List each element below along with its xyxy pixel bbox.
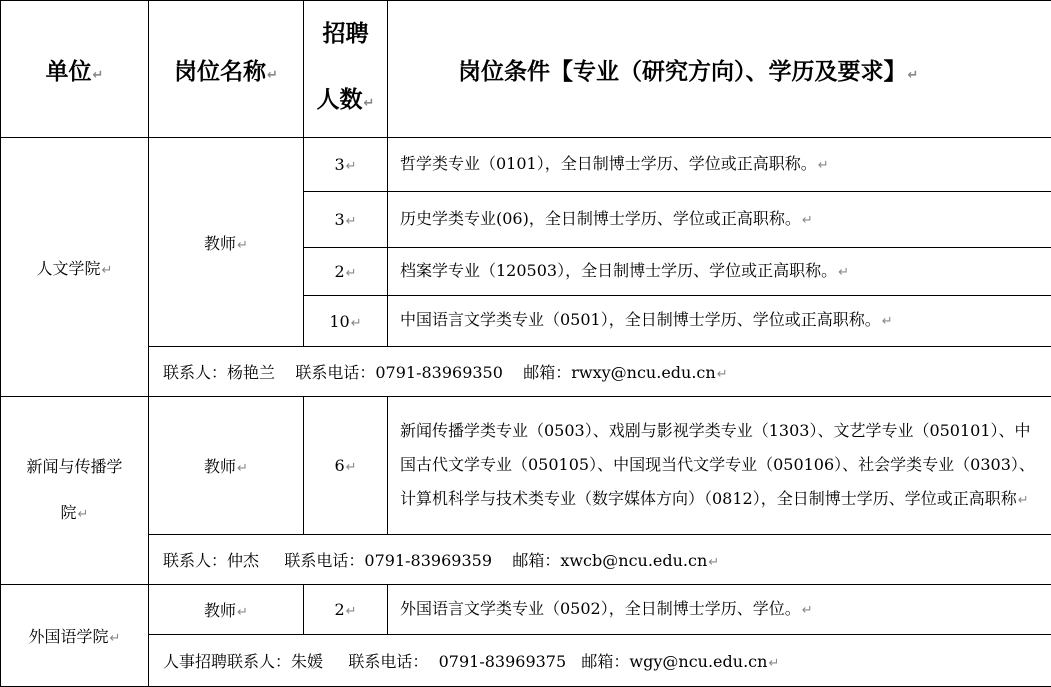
header-count <box>304 1 388 138</box>
paragraph-mark-icon: ↵ <box>838 264 849 280</box>
count-value: 3 <box>334 155 345 174</box>
contact-cell <box>149 535 1051 585</box>
header-position-label: 岗位名称 <box>174 58 267 85</box>
count-value: 6 <box>334 456 345 475</box>
paragraph-mark-icon: ↵ <box>801 602 813 618</box>
count-cell <box>304 138 388 192</box>
paragraph-mark-icon: ↵ <box>109 631 121 646</box>
paragraph-mark-icon: ↵ <box>716 367 728 382</box>
paragraph-mark-icon: ↵ <box>881 314 893 329</box>
paragraph-mark-icon: ↵ <box>237 237 248 253</box>
header-row <box>1 1 1051 138</box>
header-position <box>149 1 304 138</box>
condition-cell <box>388 248 1051 296</box>
unit-name: 外国语学院 <box>28 627 109 646</box>
contact-text: 联系人：杨艳兰 联系电话：0791-83969350 邮箱：rwxy@ncu.edu.cn <box>163 363 716 382</box>
contact-row <box>1 635 1051 687</box>
count-cell <box>304 397 388 535</box>
unit-cell <box>1 397 149 585</box>
header-unit-label: 单位 <box>45 58 92 85</box>
contact-row <box>1 347 1051 397</box>
count-value: 3 <box>334 210 345 229</box>
paragraph-mark-icon: ↵ <box>267 67 278 83</box>
paragraph-mark-icon: ↵ <box>1017 492 1029 508</box>
condition-text: 档案学专业（120503），全日制博士学历、学位或正高职称。 <box>400 260 838 280</box>
count-value: 2 <box>334 600 345 619</box>
paragraph-mark-icon: ↵ <box>237 605 248 620</box>
condition-cell <box>388 296 1051 347</box>
unit-cell <box>1 585 149 687</box>
position-cell <box>149 585 304 635</box>
unit-cell <box>1 138 149 397</box>
count-cell <box>304 192 388 248</box>
condition-text: 哲学类专业（0101），全日制博士学历、学位或正高职称。 <box>400 153 817 173</box>
unit-name-line2: 院 <box>60 502 77 522</box>
condition-cell <box>388 138 1051 192</box>
condition-text: 新闻传播学类专业（0503）、戏剧与影视学类专业（1303）、文艺学专业（050101）、中国古代文学专业（050105）、中国现当代文学专业（050106）、社会学类专业（0303）、计算机科学与技术类专业（数字媒体方向）（0812），全日制博士学历、学位或正高职称 <box>400 420 1035 508</box>
table-row <box>1 397 1051 535</box>
paragraph-mark-icon: ↵ <box>345 604 357 619</box>
paragraph-mark-icon: ↵ <box>350 315 362 331</box>
unit-name-line1: 新闻与传播学 <box>26 456 123 476</box>
table-row <box>1 585 1051 635</box>
header-count-line2: 人数 <box>316 87 363 113</box>
contact-text: 联系人：仲杰 联系电话：0791-83969359 邮箱：xwcb@ncu.edu.cn <box>163 551 708 570</box>
paragraph-mark-icon: ↵ <box>345 214 357 229</box>
position-cell <box>149 397 304 535</box>
paragraph-mark-icon: ↵ <box>907 67 919 83</box>
paragraph-mark-icon: ↵ <box>801 212 813 228</box>
count-cell <box>304 296 388 347</box>
position-name: 教师 <box>204 233 237 253</box>
contact-cell <box>149 347 1051 397</box>
paragraph-mark-icon: ↵ <box>345 460 357 475</box>
count-cell <box>304 585 388 635</box>
paragraph-mark-icon: ↵ <box>817 157 829 173</box>
header-conditions-label: 岗位条件【专业（研究方向）、学历及要求】 <box>458 58 907 85</box>
count-value: 2 <box>334 262 345 281</box>
paragraph-mark-icon: ↵ <box>237 461 248 476</box>
position-name: 教师 <box>204 457 237 476</box>
condition-cell <box>388 397 1051 535</box>
count-cell <box>304 248 388 296</box>
contact-row <box>1 535 1051 585</box>
contact-cell <box>149 635 1051 687</box>
condition-text: 外国语言文学类专业（0502），全日制博士学历、学位。 <box>400 598 801 618</box>
paragraph-mark-icon: ↵ <box>363 96 375 111</box>
paragraph-mark-icon: ↵ <box>708 555 720 570</box>
paragraph-mark-icon: ↵ <box>92 67 104 83</box>
paragraph-mark-icon: ↵ <box>101 262 113 278</box>
paragraph-mark-icon: ↵ <box>77 506 89 522</box>
position-cell <box>149 138 304 347</box>
unit-name: 人文学院 <box>36 258 101 278</box>
condition-text: 中国语言文学类专业（0501），全日制博士学历、学位或正高职称。 <box>400 310 881 329</box>
condition-text: 历史学类专业(06)，全日制博士学历、学位或正高职称。 <box>400 208 801 228</box>
header-conditions <box>388 1 1051 138</box>
paragraph-mark-icon: ↵ <box>345 266 357 281</box>
condition-cell <box>388 585 1051 635</box>
contact-text: 人事招聘联系人：朱媛 联系电话： 0791-83969375 邮箱：wgy@ncu.edu.cn <box>163 652 768 671</box>
condition-cell <box>388 192 1051 248</box>
table-row <box>1 138 1051 192</box>
header-unit <box>1 1 149 138</box>
header-count-line1: 招聘 <box>322 21 369 47</box>
paragraph-mark-icon: ↵ <box>345 159 357 174</box>
paragraph-mark-icon: ↵ <box>768 656 780 671</box>
position-name: 教师 <box>204 601 237 620</box>
count-value: 10 <box>329 311 350 331</box>
